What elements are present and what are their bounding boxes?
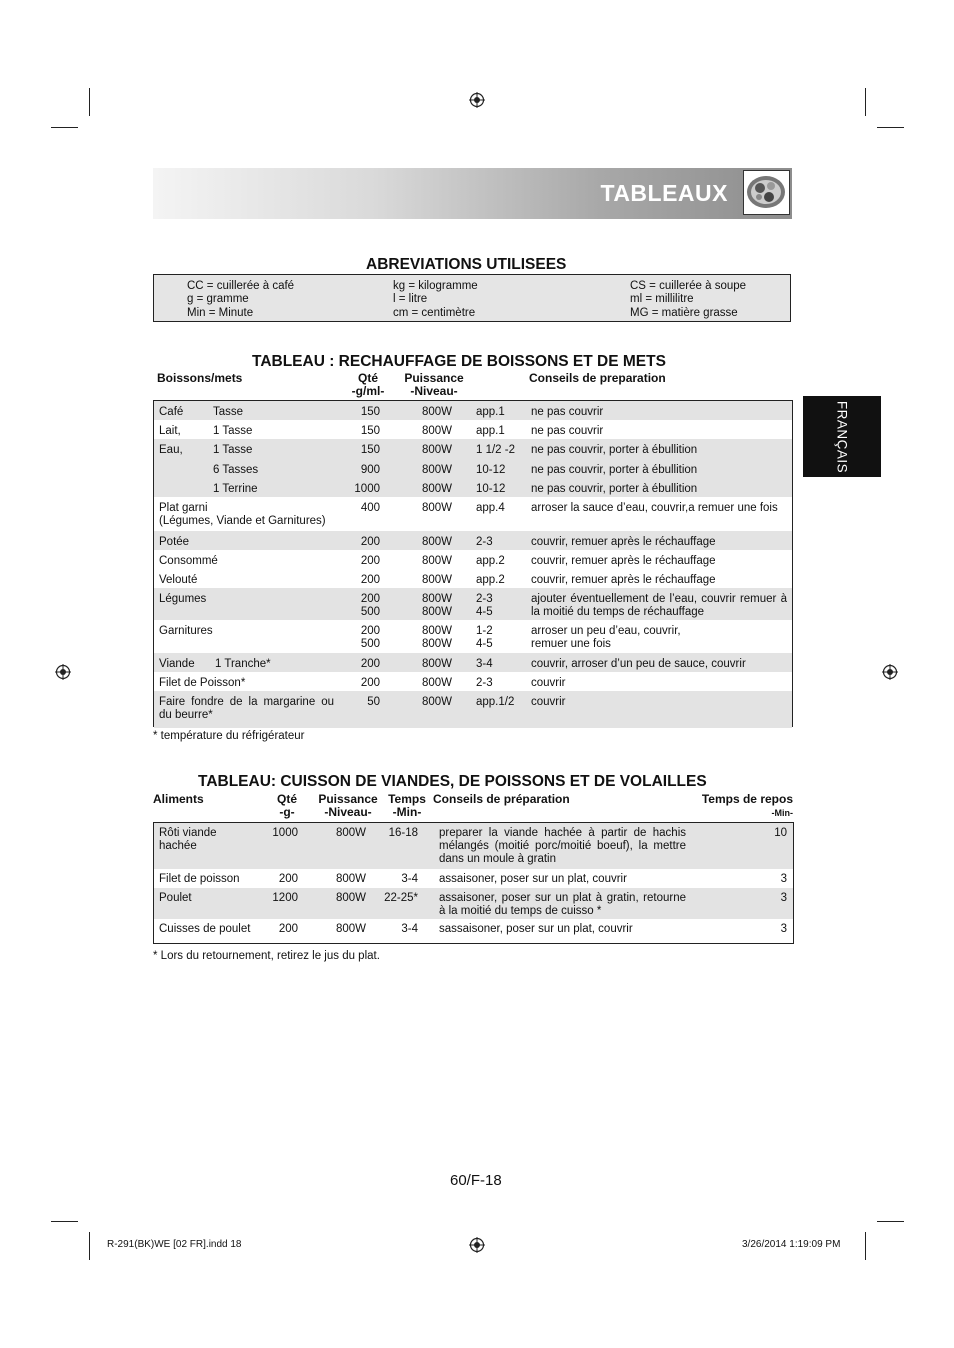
quantity-value: 200: [360, 574, 380, 586]
quantity-value: 150: [360, 444, 380, 456]
table-row: [154, 569, 792, 588]
table-row: [154, 620, 792, 653]
registration-mark-icon: [469, 1237, 485, 1253]
col-header-food: Aliments: [153, 792, 204, 806]
food-name: Cuisses de poulet: [159, 923, 251, 935]
page-title: TABLEAUX: [600, 180, 728, 206]
time-value: app.1/2: [476, 696, 515, 708]
time-value: 22-25*: [384, 892, 418, 904]
table-row: [154, 691, 792, 728]
quantity-value: 200 500: [360, 625, 380, 650]
time-value: 3-4: [401, 923, 418, 935]
table-row: [154, 531, 792, 550]
quantity-value: 200: [360, 555, 380, 567]
abbreviation: cm = centimètre: [393, 307, 476, 319]
food-portion: Tasse: [213, 406, 244, 418]
quantity-value: 1200: [272, 892, 298, 904]
prep-tip: couvrir: [531, 696, 566, 708]
food-name: Café: [159, 406, 184, 418]
crop-mark: [89, 1232, 90, 1260]
food-portion: 1 Tasse: [213, 425, 253, 437]
table-row: [154, 653, 792, 672]
power-value: 800W: [421, 425, 452, 437]
quantity-value: 150: [360, 425, 380, 437]
table-row: [154, 478, 792, 497]
col-header-qty: Qté -g/ml-: [351, 371, 385, 398]
food-name: Légumes: [159, 593, 207, 605]
food-name: Eau,: [159, 444, 183, 456]
col-header-power: Puissance -Niveau-: [404, 371, 464, 398]
food-name: Filet de poisson: [159, 873, 240, 885]
power-value: 800W: [421, 555, 452, 567]
quantity-value: 200 500: [360, 593, 380, 618]
abbreviation: Min = Minute: [187, 307, 254, 319]
prep-tip: ne pas couvrir, porter à ébullition: [531, 483, 698, 495]
time-value: 16-18: [388, 827, 418, 839]
table-row: [154, 497, 792, 531]
abbreviation: l = litre: [393, 293, 428, 305]
col-header-qty: Qté -g-: [276, 792, 297, 819]
time-value: app.2: [476, 574, 505, 586]
prep-tip: couvrir, remuer après le réchauffage: [531, 536, 716, 548]
crop-mark: [865, 88, 866, 116]
abbreviations-box: [153, 274, 791, 322]
rest-time-value: 10: [774, 827, 787, 839]
time-value: 3-4: [401, 873, 418, 885]
power-value: 800W: [335, 827, 366, 839]
quantity-value: 400: [360, 502, 380, 514]
prep-tip: ne pas couvrir: [531, 425, 604, 437]
col-header-tips: Conseils de preparation: [529, 371, 666, 385]
prep-tip: ne pas couvrir, porter à ébullition: [531, 444, 698, 456]
table-row: [154, 550, 792, 569]
quantity-value: 200: [360, 677, 380, 689]
language-tab: [803, 396, 881, 477]
crop-mark: [51, 127, 78, 128]
time-value: 1 1/2 -2: [476, 444, 515, 456]
reheat-table-title: TABLEAU : RECHAUFFAGE DE BOISSONS ET DE METS: [252, 353, 666, 370]
time-value: app.4: [476, 502, 505, 514]
quantity-value: 1000: [272, 827, 298, 839]
cooking-table: [153, 822, 794, 944]
quantity-value: 900: [360, 464, 380, 476]
time-value: app.1: [476, 425, 505, 437]
table-row: [154, 888, 793, 919]
table-row: [154, 869, 793, 888]
power-value: 800W: [421, 406, 452, 418]
power-value: 800W: [421, 444, 452, 456]
time-value: 2-3 4-5: [476, 593, 493, 618]
food-portion: 1 Terrine: [213, 483, 258, 495]
abbreviation: CC = cuillerée à café: [187, 280, 295, 292]
crop-mark: [89, 88, 90, 116]
crop-mark: [877, 1221, 904, 1222]
prep-tip: couvrir, arroser d’un peu de sauce, couvrir: [531, 658, 746, 670]
quantity-value: 1000: [354, 483, 380, 495]
footnote: * température du réfrigérateur: [153, 730, 305, 742]
col-header-food: Boissons/mets: [157, 371, 243, 385]
abbreviation: CS = cuillerée à soupe: [630, 280, 747, 292]
file-slug: R-291(BK)WE [02 FR].indd 18: [107, 1239, 242, 1250]
power-value: 800W: [335, 923, 366, 935]
table-row: [154, 459, 792, 478]
food-name: Consommé: [159, 555, 218, 567]
time-value: 2-3: [476, 677, 493, 689]
prep-tip: couvrir, remuer après le réchauffage: [531, 574, 716, 586]
power-value: 800W: [335, 892, 366, 904]
date-slug: 3/26/2014 1:19:09 PM: [742, 1239, 841, 1250]
rest-time-value: 3: [780, 923, 787, 935]
power-value: 800W 800W: [421, 625, 452, 650]
abbreviation: ml = millilitre: [630, 293, 694, 305]
prep-tip: preparer la viande hachée à partir de hachis mélangés (moitié porc/moitié boeuf), la mettre dans un moule à gratin: [439, 827, 686, 865]
power-value: 800W: [421, 483, 452, 495]
power-value: 800W: [421, 658, 452, 670]
registration-mark-icon: [882, 664, 898, 680]
table-row: [154, 672, 792, 691]
reheat-table: [153, 400, 793, 727]
food-portion: 6 Tasses: [213, 464, 259, 476]
power-value: 800W: [421, 696, 452, 708]
food-name: Filet de Poisson*: [159, 677, 246, 689]
col-header-rest-unit: -Min-: [771, 808, 793, 818]
language-tab-label: FRANÇAIS: [834, 400, 850, 473]
food-name: Faire fondre de la margarine ou du beurre*: [159, 696, 334, 721]
table-row: [154, 823, 793, 869]
food-portion: 1 Tranche*: [215, 658, 271, 670]
table-row: [154, 401, 792, 420]
food-name: Garnitures: [159, 625, 213, 637]
page-number: 60/F-18: [450, 1172, 502, 1189]
rest-time-value: 3: [780, 892, 787, 904]
power-value: 800W 800W: [421, 593, 452, 618]
rest-time-value: 3: [780, 873, 787, 885]
footnote: * Lors du retournement, retirez le jus du plat.: [153, 950, 380, 962]
section-header-band: [153, 168, 792, 219]
prep-tip: sassaisoner, poser sur un plat, couvrir: [439, 923, 633, 935]
crop-mark: [865, 1232, 866, 1260]
power-value: 800W: [421, 464, 452, 476]
food-name: Velouté: [159, 574, 198, 586]
cooking-table-title: TABLEAU: CUISSON DE VIANDES, DE POISSONS ET DE VOLAILLES: [198, 773, 707, 790]
prep-tip: assaisoner, poser sur un plat à gratin, retourne à la moitié du temps de cuisso *: [439, 892, 686, 917]
registration-mark-icon: [55, 664, 71, 680]
prep-tip: ne pas couvrir, porter à ébullition: [531, 464, 698, 476]
prep-tip: couvrir: [531, 677, 566, 689]
quantity-value: 50: [367, 696, 380, 708]
food-portion: 1 Tasse: [213, 444, 253, 456]
power-value: 800W: [421, 502, 452, 514]
dishes-photo-icon: [743, 170, 790, 215]
time-value: app.1: [476, 406, 505, 418]
food-name: Poulet: [159, 892, 192, 904]
food-name: Plat garni (Légumes, Viande et Garnitures): [159, 502, 326, 527]
table-row: [154, 420, 792, 439]
prep-tip: arroser un peu d’eau, couvrir, remuer une fois: [531, 625, 681, 650]
food-name: Potée: [159, 536, 190, 548]
col-header-time: Temps -Min-: [388, 792, 426, 819]
power-value: 800W: [421, 677, 452, 689]
food-name: Rôti viande hachée: [159, 827, 217, 852]
prep-tip: couvrir, remuer après le réchauffage: [531, 555, 716, 567]
col-header-power: Puissance -Niveau-: [318, 792, 378, 819]
abbreviation: g = gramme: [187, 293, 249, 305]
crop-mark: [51, 1221, 78, 1222]
prep-tip: assaisoner, poser sur un plat, couvrir: [439, 873, 627, 885]
power-value: 800W: [335, 873, 366, 885]
time-value: app.2: [476, 555, 505, 567]
table-row: [154, 588, 792, 620]
time-value: 1-2 4-5: [476, 625, 493, 650]
power-value: 800W: [421, 536, 452, 548]
quantity-value: 150: [360, 406, 380, 418]
food-name: Lait,: [159, 425, 181, 437]
prep-tip: arroser la sauce d’eau, couvrir,a remuer une fois: [531, 502, 778, 514]
prep-tip: ne pas couvrir: [531, 406, 604, 418]
power-value: 800W: [421, 574, 452, 586]
quantity-value: 200: [360, 658, 380, 670]
prep-tip: ajouter éventuellement de l’eau, couvrir remuer à la moitié du temps de réchauffage: [531, 593, 787, 618]
abbreviation: kg = kilogramme: [393, 280, 478, 292]
table-row: [154, 439, 792, 459]
registration-mark-icon: [469, 92, 485, 108]
quantity-value: 200: [360, 536, 380, 548]
time-value: 10-12: [476, 483, 506, 495]
abbreviations-title: ABREVIATIONS UTILISEES: [366, 256, 567, 273]
col-header-tips: Conseils de préparation: [433, 792, 570, 806]
time-value: 2-3: [476, 536, 493, 548]
col-header-rest: Temps de repos: [701, 792, 793, 806]
table-row: [154, 919, 793, 943]
abbreviation: MG = matière grasse: [630, 307, 738, 319]
food-name: Viande: [159, 658, 195, 670]
time-value: 3-4: [476, 658, 493, 670]
crop-mark: [877, 127, 904, 128]
time-value: 10-12: [476, 464, 506, 476]
quantity-value: 200: [278, 873, 298, 885]
quantity-value: 200: [278, 923, 298, 935]
